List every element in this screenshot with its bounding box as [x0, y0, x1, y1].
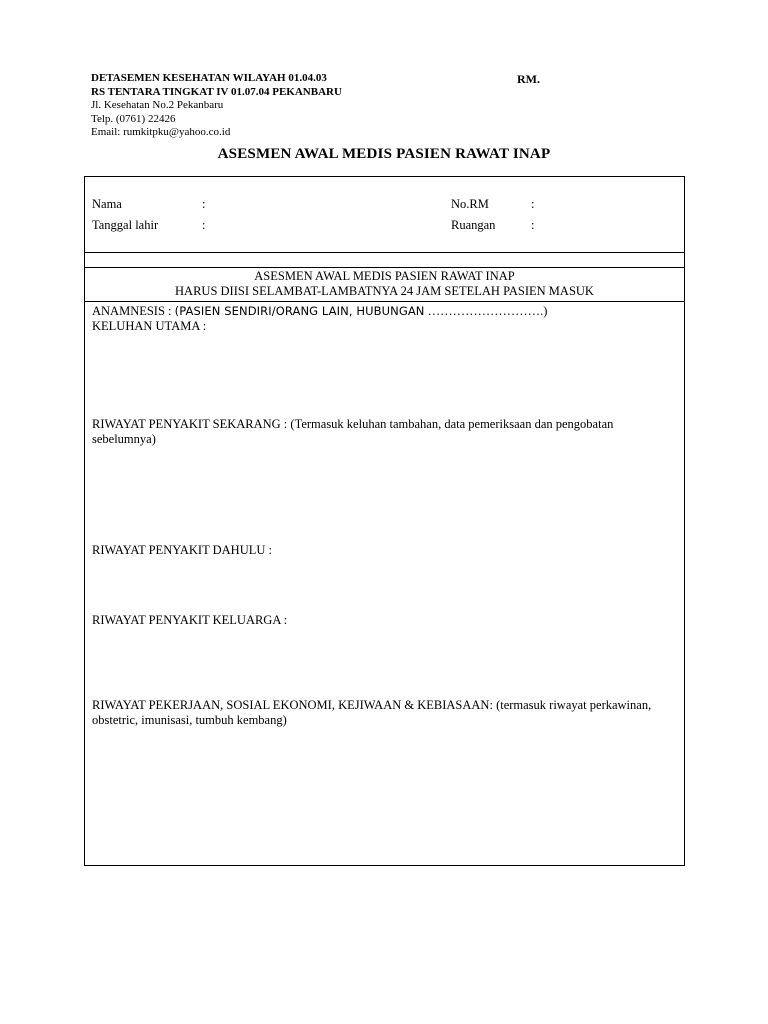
hospital-header	[91, 72, 561, 140]
riwayat-pekerjaan	[92, 698, 677, 728]
no-rm-colon: :	[531, 197, 535, 211]
rm-label: RM.	[517, 72, 540, 86]
document-title: ASESMEN AWAL MEDIS PASIEN RAWAT INAP	[217, 146, 551, 162]
header-email: Email: rumkitpku@yahoo.co.id	[91, 126, 231, 138]
tanggal-lahir-colon: :	[202, 218, 206, 232]
divider	[85, 252, 684, 253]
anamnesis-dots: ……………………….)	[424, 304, 548, 318]
ruangan-colon: :	[531, 218, 535, 232]
header-address: Jl. Kesehatan No.2 Pekanbaru	[91, 99, 224, 111]
rpe-note: (termasuk riwayat perkawinan, obstetric, imunisasi, tumbuh kembang)	[92, 698, 652, 727]
ruangan-label: Ruangan	[451, 218, 496, 232]
no-rm-label: No.RM	[451, 197, 489, 211]
section-heading: ASESMEN AWAL MEDIS PASIEN RAWAT INAP	[254, 269, 515, 283]
anamnesis-label: ANAMNESIS :	[92, 304, 175, 318]
nama-label: Nama	[92, 197, 122, 211]
header-phone: Telp. (0761) 22426	[91, 112, 176, 125]
header-hospital-name: RS TENTARA TINGKAT IV 01.07.04 PEKANBARU	[91, 85, 342, 98]
anamnesis-line	[92, 304, 677, 319]
rpe-label: RIWAYAT PEKERJAAN, SOSIAL EKONOMI, KEJIWAAN & KEBIASAAN:	[92, 698, 497, 712]
nama-colon: :	[202, 197, 206, 211]
assessment-form	[84, 176, 685, 866]
rps-label: RIWAYAT PENYAKIT SEKARANG :	[92, 417, 291, 431]
rps-note: (Termasuk keluhan tambahan, data pemeriksaan dan pengobatan sebelumnya)	[92, 417, 614, 446]
riwayat-penyakit-dahulu-label: RIWAYAT PENYAKIT DAHULU :	[92, 543, 272, 557]
tanggal-lahir-label: Tanggal lahir	[92, 218, 159, 232]
riwayat-penyakit-sekarang	[92, 417, 677, 447]
section-instruction: HARUS DIISI SELAMBAT-LAMBATNYA 24 JAM SETELAH PASIEN MASUK	[175, 284, 594, 298]
header-unit-name: DETASEMEN KESEHATAN WILAYAH 01.04.03	[91, 72, 327, 84]
divider	[85, 301, 684, 302]
anamnesis-source: (PASIEN SENDIRI/ORANG LAIN, HUBUNGAN	[174, 304, 425, 318]
keluhan-utama-label: KELUHAN UTAMA :	[92, 319, 207, 333]
riwayat-penyakit-keluarga-label: RIWAYAT PENYAKIT KELUARGA :	[92, 613, 288, 627]
divider	[85, 267, 684, 268]
